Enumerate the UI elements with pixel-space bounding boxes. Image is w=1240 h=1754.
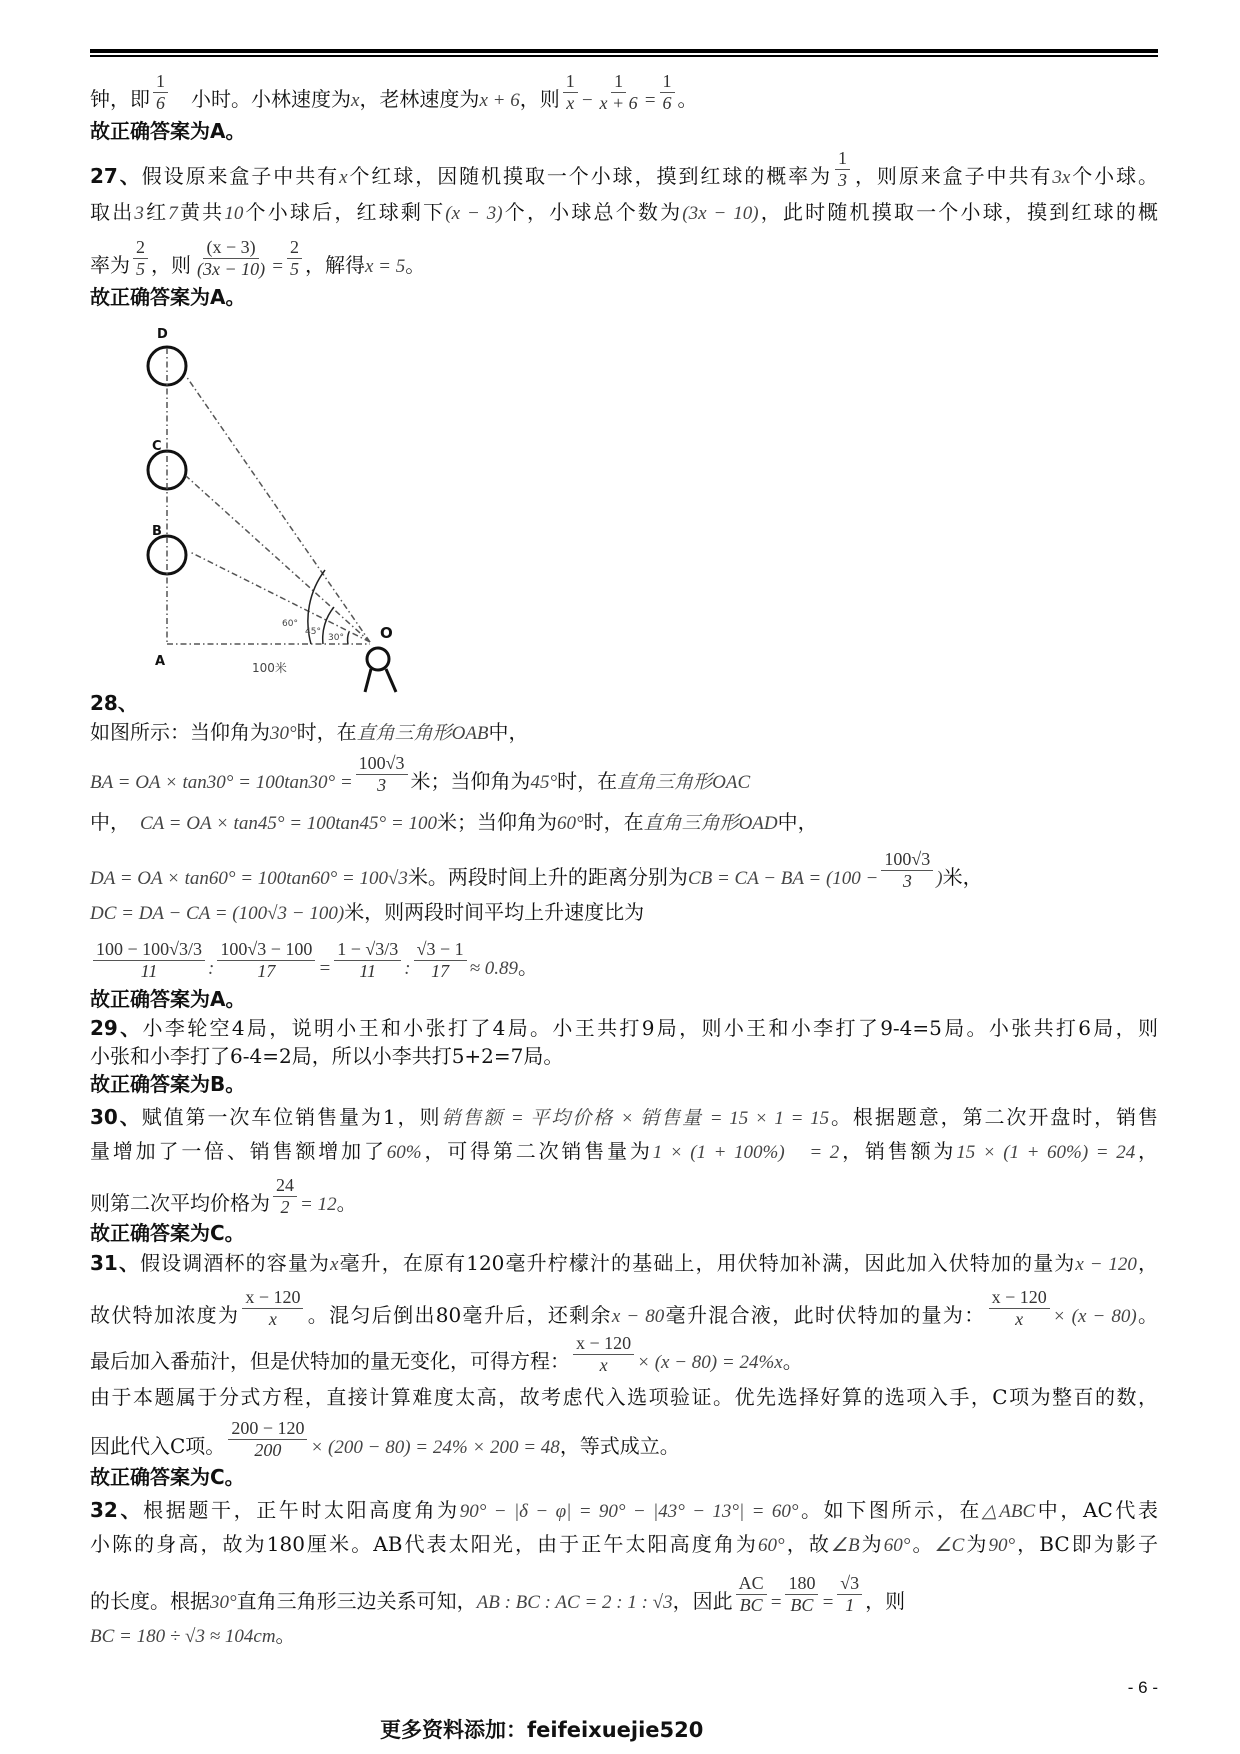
fraction-denominator: x + 6 (599, 93, 638, 113)
text-line (90, 899, 1158, 925)
fraction-denominator: 17 (257, 961, 276, 981)
text-line (90, 1015, 1158, 1041)
text-run: 直角三角形三边关系可知， (236, 1589, 477, 1613)
angle-arc-30 (348, 632, 349, 644)
text-run: 为 (859, 1532, 884, 1556)
person-head (367, 648, 389, 670)
fraction-numerator: 200 − 120 (228, 1418, 307, 1440)
math-expression: ≈ 0.89 (469, 958, 519, 979)
text-run: ，则 (151, 253, 191, 277)
text-run: 毫升，在原有120毫升柠檬汁的基础上，用伏特加补满，因此加入伏特加的量为 (338, 1251, 1076, 1275)
label-b: B (152, 524, 162, 539)
math-expression: 1 × (1 + 100%) = 2 (652, 1142, 840, 1163)
bold-text: 故正确答案为A。 (90, 119, 246, 143)
text-run: 米， (942, 865, 983, 889)
text-run: 。 (275, 1623, 296, 1647)
bold-text: 28、 (90, 691, 138, 715)
fraction (242, 1287, 303, 1330)
bold-text: 故正确答案为C。 (90, 1465, 245, 1489)
text-line (90, 1138, 1158, 1164)
text-line (90, 809, 1158, 835)
math-expression: DA = OA × tan60° = 100tan60° = 100√3 (90, 868, 408, 889)
text-run: 黄共 (177, 200, 225, 224)
text-run: 的长度。根据 (90, 1589, 210, 1613)
fraction-denominator: 3 (838, 170, 848, 190)
math-expression: = (318, 958, 332, 979)
fraction (989, 1287, 1050, 1330)
text-run: ，则原来盒子中共有 (853, 164, 1053, 188)
fraction (217, 939, 315, 982)
sightline-ob (190, 552, 370, 642)
text-run: 中，AC代表 (1035, 1498, 1159, 1522)
text-run: 时，在 (583, 810, 644, 834)
fraction (660, 71, 675, 114)
fraction-denominator: 11 (359, 961, 377, 981)
math-expression: × (x − 80) = 24%x (637, 1352, 783, 1373)
fraction-denominator: BC (790, 1595, 814, 1615)
math-expression: = 12 (300, 1194, 337, 1215)
fraction-numerator: 1 (835, 148, 850, 170)
fraction-numerator: 100√3 (881, 849, 933, 871)
text-run: 。混匀后倒出80毫升后，还剩余 (306, 1303, 612, 1327)
text-run: 毫升混合液，此时伏特加的量为： (664, 1303, 986, 1327)
text-run: 个小球。 (1070, 164, 1159, 188)
text-line (90, 1333, 1158, 1375)
text-run: 中， (90, 810, 140, 834)
fraction-numerator: 1 (153, 71, 168, 93)
bold-text: 故正确答案为A。 (90, 285, 246, 309)
math-expression: (3x − 10) (682, 203, 759, 224)
text-run: 。 (677, 87, 698, 111)
math-expression: ∠C (934, 1535, 965, 1556)
math-expression: − (580, 90, 594, 111)
fraction-denominator: 6 (156, 93, 165, 113)
math-expression: △ABC (982, 1501, 1036, 1522)
fraction-denominator: 11 (140, 961, 158, 981)
math-expression: × (200 − 80) = 24% × 200 = 48 (310, 1437, 560, 1458)
footer-note: 更多资料添加：feifeixuejie520 (380, 1718, 704, 1742)
math-expression: AB : BC : AC = 2 : 1 : √3 (476, 1592, 673, 1613)
text-run: 由于本题属于分式方程，直接计算难度太高，故考虑代入选项验证。优先选择好算的选项入手，C项为整百的数， (90, 1385, 1158, 1409)
fraction-numerator: x − 120 (573, 1333, 634, 1355)
math-expression: CB = CA − BA = (100 − (687, 868, 879, 889)
fraction-numerator: √3 (837, 1573, 862, 1595)
fraction-numerator: AC (736, 1573, 767, 1595)
fraction-numerator: 180 (785, 1573, 818, 1595)
text-line (90, 753, 1158, 795)
bold-text: 故正确答案为A。 (90, 987, 246, 1011)
math-expression: ∠B (830, 1535, 860, 1556)
math-expression: 60° (758, 1535, 785, 1556)
math-expression: x + 6 (479, 90, 520, 111)
text-run: ，老林速度为 (359, 87, 480, 111)
text-run: 。 (782, 1349, 803, 1373)
math-expression: = (821, 1592, 835, 1613)
text-run: 故伏特加浓度为 (90, 1303, 240, 1327)
label-o: O (380, 624, 393, 642)
fraction-numerator: (x − 3) (203, 237, 258, 259)
fraction-denominator: 17 (431, 961, 450, 981)
math-expression: BA = OA × tan30° = 100tan30° = (90, 772, 353, 793)
fraction-denominator: 6 (662, 93, 672, 113)
math-expression: x (339, 167, 348, 188)
text-line (90, 1043, 1158, 1069)
math-expression: BC = 180 ÷ √3 ≈ 104cm (90, 1626, 276, 1647)
fraction-denominator: (3x − 10) (197, 259, 266, 279)
text-line (90, 1250, 1158, 1276)
fraction-denominator: x (1015, 1309, 1024, 1329)
math-expression: x (330, 1254, 339, 1275)
text-run: 钟，即 (90, 87, 150, 111)
text-run: 量增加了一倍、销售额增加了 (90, 1139, 387, 1163)
text-run: 个，小球总个数为 (502, 200, 683, 224)
question-number (90, 690, 1158, 716)
fraction (414, 939, 467, 982)
math-expression: 3x (1052, 167, 1071, 188)
text-run: 根据题干，正午时太阳高度角为 (143, 1498, 460, 1522)
angle-label-30: 30° (328, 633, 344, 643)
text-run: 中， (488, 720, 529, 744)
page-number: - 6 - (1127, 1678, 1158, 1697)
math-expression: = (643, 90, 657, 111)
text-run: 个红球，因随机摸取一个小球，摸到红球的概率为 (347, 164, 833, 188)
math-expression: 30° (270, 723, 297, 744)
fraction (573, 1333, 634, 1376)
text-run: 。如下图所示，在 (798, 1498, 983, 1522)
sightline-oc (186, 476, 370, 642)
text-run: 。根据题意，第二次开盘时，销售 (829, 1105, 1158, 1129)
fraction-denominator: 3 (902, 871, 912, 891)
fraction (93, 939, 205, 982)
fraction (273, 1175, 297, 1218)
text-run: 小张和小李打了6-4=2局，所以小李共打5+2=7局。 (90, 1044, 564, 1068)
fraction-numerator: 2 (287, 237, 302, 259)
text-run: 。 (1136, 1303, 1159, 1327)
text-run: 赋值第一次车位销售量为1，则 (141, 1105, 442, 1129)
fraction-numerator: 1 − √3/3 (334, 939, 401, 961)
answer-line (90, 986, 1158, 1012)
text-run: ， (1136, 1251, 1158, 1275)
fraction (563, 71, 578, 114)
text-run: 如图所示：当仰角为 (90, 720, 270, 744)
math-expression: (x − 3) (445, 203, 503, 224)
text-run: 个小球后，红球剩下 (243, 200, 446, 224)
text-run: ， (1135, 1139, 1159, 1163)
text-line (90, 1104, 1158, 1130)
text-run: 小陈的身高，故为180厘米。AB代表太阳光，由于正午太阳高度角为 (90, 1532, 759, 1556)
text-run: ，因此 (672, 1589, 733, 1613)
fraction-denominator: 3 (377, 775, 387, 795)
math-expression: × (x − 80) (1052, 1306, 1137, 1327)
text-run: ，等式成立。 (559, 1434, 680, 1458)
fraction-denominator: 1 (845, 1595, 855, 1615)
text-line (90, 1622, 1158, 1648)
text-run: ，可得第二次销售量为 (421, 1139, 653, 1163)
fraction-denominator: x (599, 1355, 608, 1375)
text-run: 时，在 (557, 769, 618, 793)
fraction-numerator: √3 − 1 (414, 939, 467, 961)
math-expression: 直角三角形OAC (617, 772, 751, 793)
fraction-numerator: 2 (133, 237, 148, 259)
fraction (835, 148, 850, 191)
math-expression: = (271, 256, 284, 277)
fraction (837, 1573, 862, 1616)
bold-text: 30、 (90, 1105, 142, 1129)
person-leg (386, 669, 396, 692)
math-expression: 7 (168, 203, 178, 224)
text-line (90, 1418, 1158, 1460)
text-run: 则第二次平均价格为 (90, 1191, 270, 1215)
fraction-numerator: x − 120 (242, 1287, 303, 1309)
fraction-numerator: 1 (611, 71, 626, 93)
answer-line (90, 1071, 1158, 1097)
math-expression: 90° − |δ − φ| = 90° − |43° − 13°| = 60° (459, 1501, 799, 1522)
fraction-numerator: 100√3 (356, 753, 408, 775)
angle-label-60: 60° (282, 619, 298, 629)
math-expression: 直角三角形OAD (643, 813, 778, 834)
answer-line (90, 1464, 1158, 1490)
text-run: ，则 (519, 87, 560, 111)
text-line (90, 1531, 1158, 1557)
elevation-angle-diagram (0, 0, 460, 720)
math-expression: x = 5 (364, 256, 406, 277)
math-expression: = (769, 1592, 783, 1613)
text-run: ，故 (784, 1532, 831, 1556)
text-line (90, 939, 1158, 981)
text-line (90, 719, 1158, 745)
text-run: 率为 (90, 253, 130, 277)
text-line (90, 1384, 1158, 1410)
math-expression: 直角三角形OAB (356, 723, 489, 744)
math-expression: x − 120 (1075, 1254, 1137, 1275)
text-run: ，销售额为 (839, 1139, 957, 1163)
person-leg (365, 669, 371, 692)
math-expression: x (351, 90, 360, 111)
fraction (736, 1573, 767, 1616)
math-expression: : (404, 958, 411, 979)
text-run: 。 (910, 1532, 935, 1556)
fraction (334, 939, 401, 982)
fraction-denominator: x (566, 93, 575, 113)
math-expression: 60° (556, 813, 584, 834)
text-run: 。 (518, 955, 539, 979)
text-run: 假设调酒杯的容量为 (140, 1251, 331, 1275)
bold-text: 32、 (90, 1498, 144, 1522)
fraction (881, 849, 933, 892)
bold-text: 27、 (90, 164, 142, 188)
text-run: 中， (777, 810, 818, 834)
text-run: 米；当仰角为 (410, 769, 531, 793)
bold-text: 31、 (90, 1251, 141, 1275)
fraction-numerator: 100 − 100√3/3 (93, 939, 205, 961)
text-run: 小李轮空4局，说明小王和小张打了4局。小王共打9局，则小王和小李打了9-4=5局。小张共打6局，则 (142, 1016, 1158, 1040)
label-c: C (152, 439, 162, 454)
fraction (356, 753, 408, 796)
fraction (228, 1418, 307, 1461)
math-expression: 销售额 = 平均价格 × 销售量 = 15 × 1 = 15 (441, 1108, 830, 1129)
fraction (785, 1573, 818, 1616)
text-run: 米。两段时间上升的距离分别为 (407, 865, 688, 889)
math-expression: 45° (530, 772, 558, 793)
fraction-denominator: 2 (280, 1197, 290, 1217)
fraction (597, 71, 641, 114)
fraction-numerator: 1 (660, 71, 675, 93)
text-run: ，此时随机摸取一个小球，摸到红球的概 (758, 200, 1159, 224)
answer-line (90, 1220, 1158, 1246)
text-line (90, 1497, 1158, 1523)
text-line (90, 1175, 1158, 1217)
fraction-numerator: 100√3 − 100 (217, 939, 315, 961)
math-expression: : (208, 958, 215, 979)
distance-label: 100米 (252, 661, 287, 675)
math-expression: 3 (134, 203, 144, 224)
math-expression: DC = DA − CA = (100√3 − 100) (90, 903, 345, 924)
text-line (90, 849, 1158, 891)
text-run: ，则 (865, 1589, 906, 1613)
text-run: 。 (405, 253, 426, 277)
bold-text: 故正确答案为B。 (90, 1072, 246, 1096)
math-expression: x − 80 (611, 1306, 665, 1327)
fraction-denominator: x (268, 1309, 277, 1329)
bold-text: 故正确答案为C。 (90, 1221, 245, 1245)
math-expression: 60% (386, 1142, 422, 1163)
fraction-denominator: 200 (254, 1440, 282, 1460)
text-run: 时，在 (296, 720, 357, 744)
text-run: 。 (336, 1191, 357, 1215)
math-expression: 30° (210, 1592, 237, 1613)
math-expression: ) (936, 868, 943, 889)
text-run: 米，则两段时间平均上升速度比为 (344, 900, 645, 924)
text-run: ，BC即为影子 (1015, 1532, 1158, 1556)
label-a: A (155, 654, 166, 669)
text-run: 为 (964, 1532, 989, 1556)
text-run: 因此代入C项。 (90, 1434, 226, 1458)
text-run: 假设原来盒子中共有 (141, 164, 340, 188)
text-run: 取出 (90, 200, 135, 224)
bold-text: 29、 (90, 1016, 143, 1040)
fraction-denominator: BC (739, 1595, 763, 1615)
fraction-denominator: 5 (289, 259, 299, 279)
sightline-od (186, 376, 370, 642)
fraction-denominator: 5 (136, 259, 145, 279)
fraction-numerator: 24 (273, 1175, 297, 1197)
text-line (90, 1287, 1159, 1329)
fraction-numerator: x − 120 (989, 1287, 1050, 1309)
text-run: ，解得 (304, 253, 365, 277)
angle-label-45: 45° (305, 627, 321, 637)
math-expression: 10 (224, 203, 244, 224)
text-line (90, 1573, 1158, 1615)
label-d: D (157, 327, 168, 342)
math-expression: 90° (988, 1535, 1016, 1556)
text-run: 红 (143, 200, 169, 224)
math-expression: 15 × (1 + 60%) = 24 (956, 1142, 1136, 1163)
math-expression: CA = OA × tan45° = 100tan45° = 100 (140, 813, 437, 834)
math-expression: 60° (883, 1535, 911, 1556)
fraction-numerator: 1 (563, 71, 578, 93)
text-run: 米；当仰角为 (436, 810, 557, 834)
text-run: 小时。小林速度为 (171, 87, 351, 111)
text-run: 最后加入番茄汁，但是伏特加的量无变化，可得方程： (90, 1349, 570, 1373)
